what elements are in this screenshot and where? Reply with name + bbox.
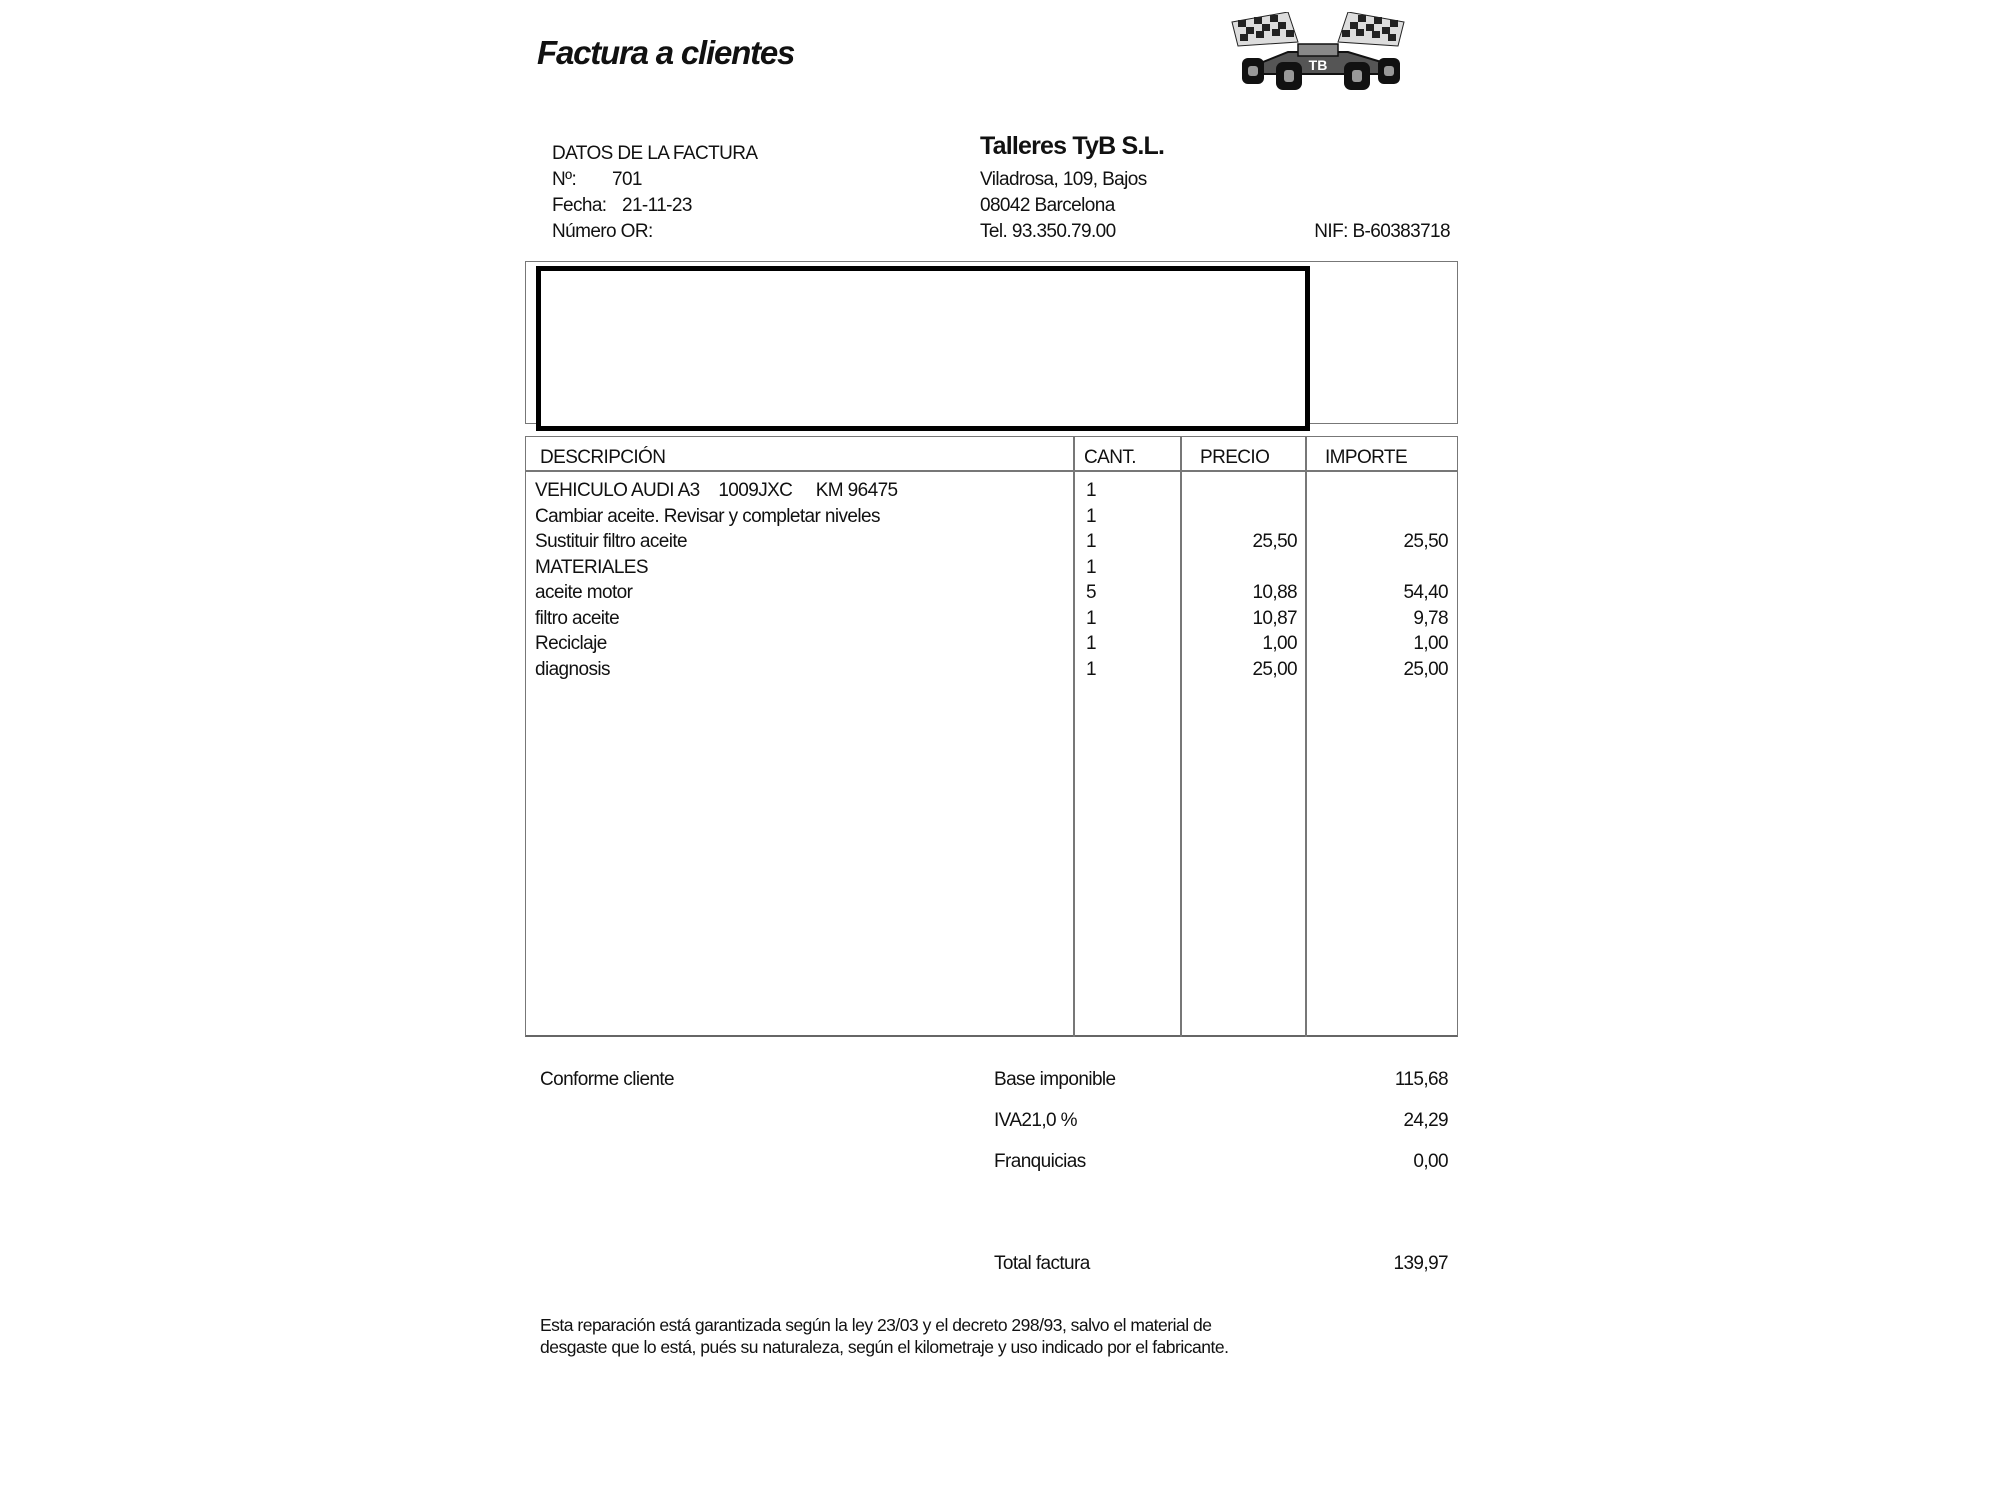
header-price: PRECIO: [1200, 447, 1270, 468]
row-quantity: 1: [1086, 480, 1096, 501]
row-description: MATERIALES: [535, 557, 648, 578]
row-amount: 54,40: [1403, 582, 1448, 603]
row-amount: 25,00: [1403, 659, 1448, 680]
row-quantity: 1: [1086, 531, 1096, 552]
row-quantity: 5: [1086, 582, 1096, 603]
header-amount: IMPORTE: [1325, 447, 1408, 468]
iva-value: 24,29: [1403, 1110, 1448, 1131]
company-name: Talleres TyB S.L.: [980, 132, 1165, 160]
row-description: aceite motor: [535, 582, 633, 603]
row-price: 10,87: [1252, 608, 1297, 629]
row-amount: 9,78: [1413, 608, 1448, 629]
base-imponible-label: Base imponible: [994, 1069, 1116, 1090]
row-price: 25,50: [1252, 531, 1297, 552]
conforme-cliente-label: Conforme cliente: [540, 1069, 675, 1090]
franquicias-value: 0,00: [1413, 1151, 1448, 1172]
invoice-or-label: Número OR:: [552, 221, 653, 242]
warranty-note-line-1: Esta reparación está garantizada según la ley 23/03 y el decreto 298/93, salvo el material de: [540, 1315, 1212, 1335]
table-header-divider: [525, 470, 1458, 472]
row-description: Reciclaje: [535, 633, 607, 654]
page-title: Factura a clientes: [537, 34, 795, 71]
company-phone: Tel. 93.350.79.00: [980, 221, 1116, 242]
row-price: 10,88: [1252, 582, 1297, 603]
invoice-date-value: 21-11-23: [622, 195, 692, 216]
total-factura-value: 139,97: [1393, 1253, 1448, 1274]
row-amount: 1,00: [1413, 633, 1448, 654]
invoice-date-label: Fecha:: [552, 195, 607, 216]
iva-label: IVA21,0 %: [994, 1110, 1077, 1131]
invoice-section-title: DATOS DE LA FACTURA: [552, 143, 758, 164]
row-description: filtro aceite: [535, 608, 620, 629]
row-description: Sustituir filtro aceite: [535, 531, 687, 552]
row-quantity: 1: [1086, 608, 1096, 629]
franquicias-label: Franquicias: [994, 1151, 1086, 1172]
row-quantity: 1: [1086, 659, 1096, 680]
company-address: Viladrosa, 109, Bajos: [980, 169, 1147, 190]
base-imponible-value: 115,68: [1394, 1069, 1448, 1090]
row-price: 25,00: [1252, 659, 1297, 680]
row-price: 1,00: [1262, 633, 1297, 654]
company-city: 08042 Barcelona: [980, 195, 1115, 216]
header-description: DESCRIPCIÓN: [540, 447, 666, 468]
client-address-box: [536, 266, 1310, 431]
race-car-logo-icon: [1228, 12, 1408, 92]
company-nif: NIF: B-60383718: [1314, 221, 1450, 242]
row-quantity: 1: [1086, 506, 1096, 527]
warranty-note-line-2: desgaste que lo está, pués su naturaleza, según el kilometraje y uso indicado por el fabricante.: [540, 1337, 1229, 1357]
row-amount: 25,50: [1403, 531, 1448, 552]
svg-text:TB: TB: [1308, 57, 1328, 73]
table-divider-qty: [1073, 436, 1075, 1037]
warranty-note: [540, 1314, 1340, 1358]
row-quantity: 1: [1086, 633, 1096, 654]
table-divider-amount: [1305, 436, 1307, 1037]
row-description: VEHICULO AUDI A3 1009JXC KM 96475: [535, 480, 898, 501]
row-description: Cambiar aceite. Revisar y completar niveles: [535, 506, 880, 527]
row-quantity: 1: [1086, 557, 1096, 578]
total-factura-label: Total factura: [994, 1253, 1090, 1274]
row-description: diagnosis: [535, 659, 610, 680]
invoice-number-label: Nº:: [552, 169, 577, 190]
table-divider-price: [1180, 436, 1182, 1037]
header-quantity: CANT.: [1084, 447, 1136, 468]
invoice-number-value: 701: [612, 169, 642, 190]
